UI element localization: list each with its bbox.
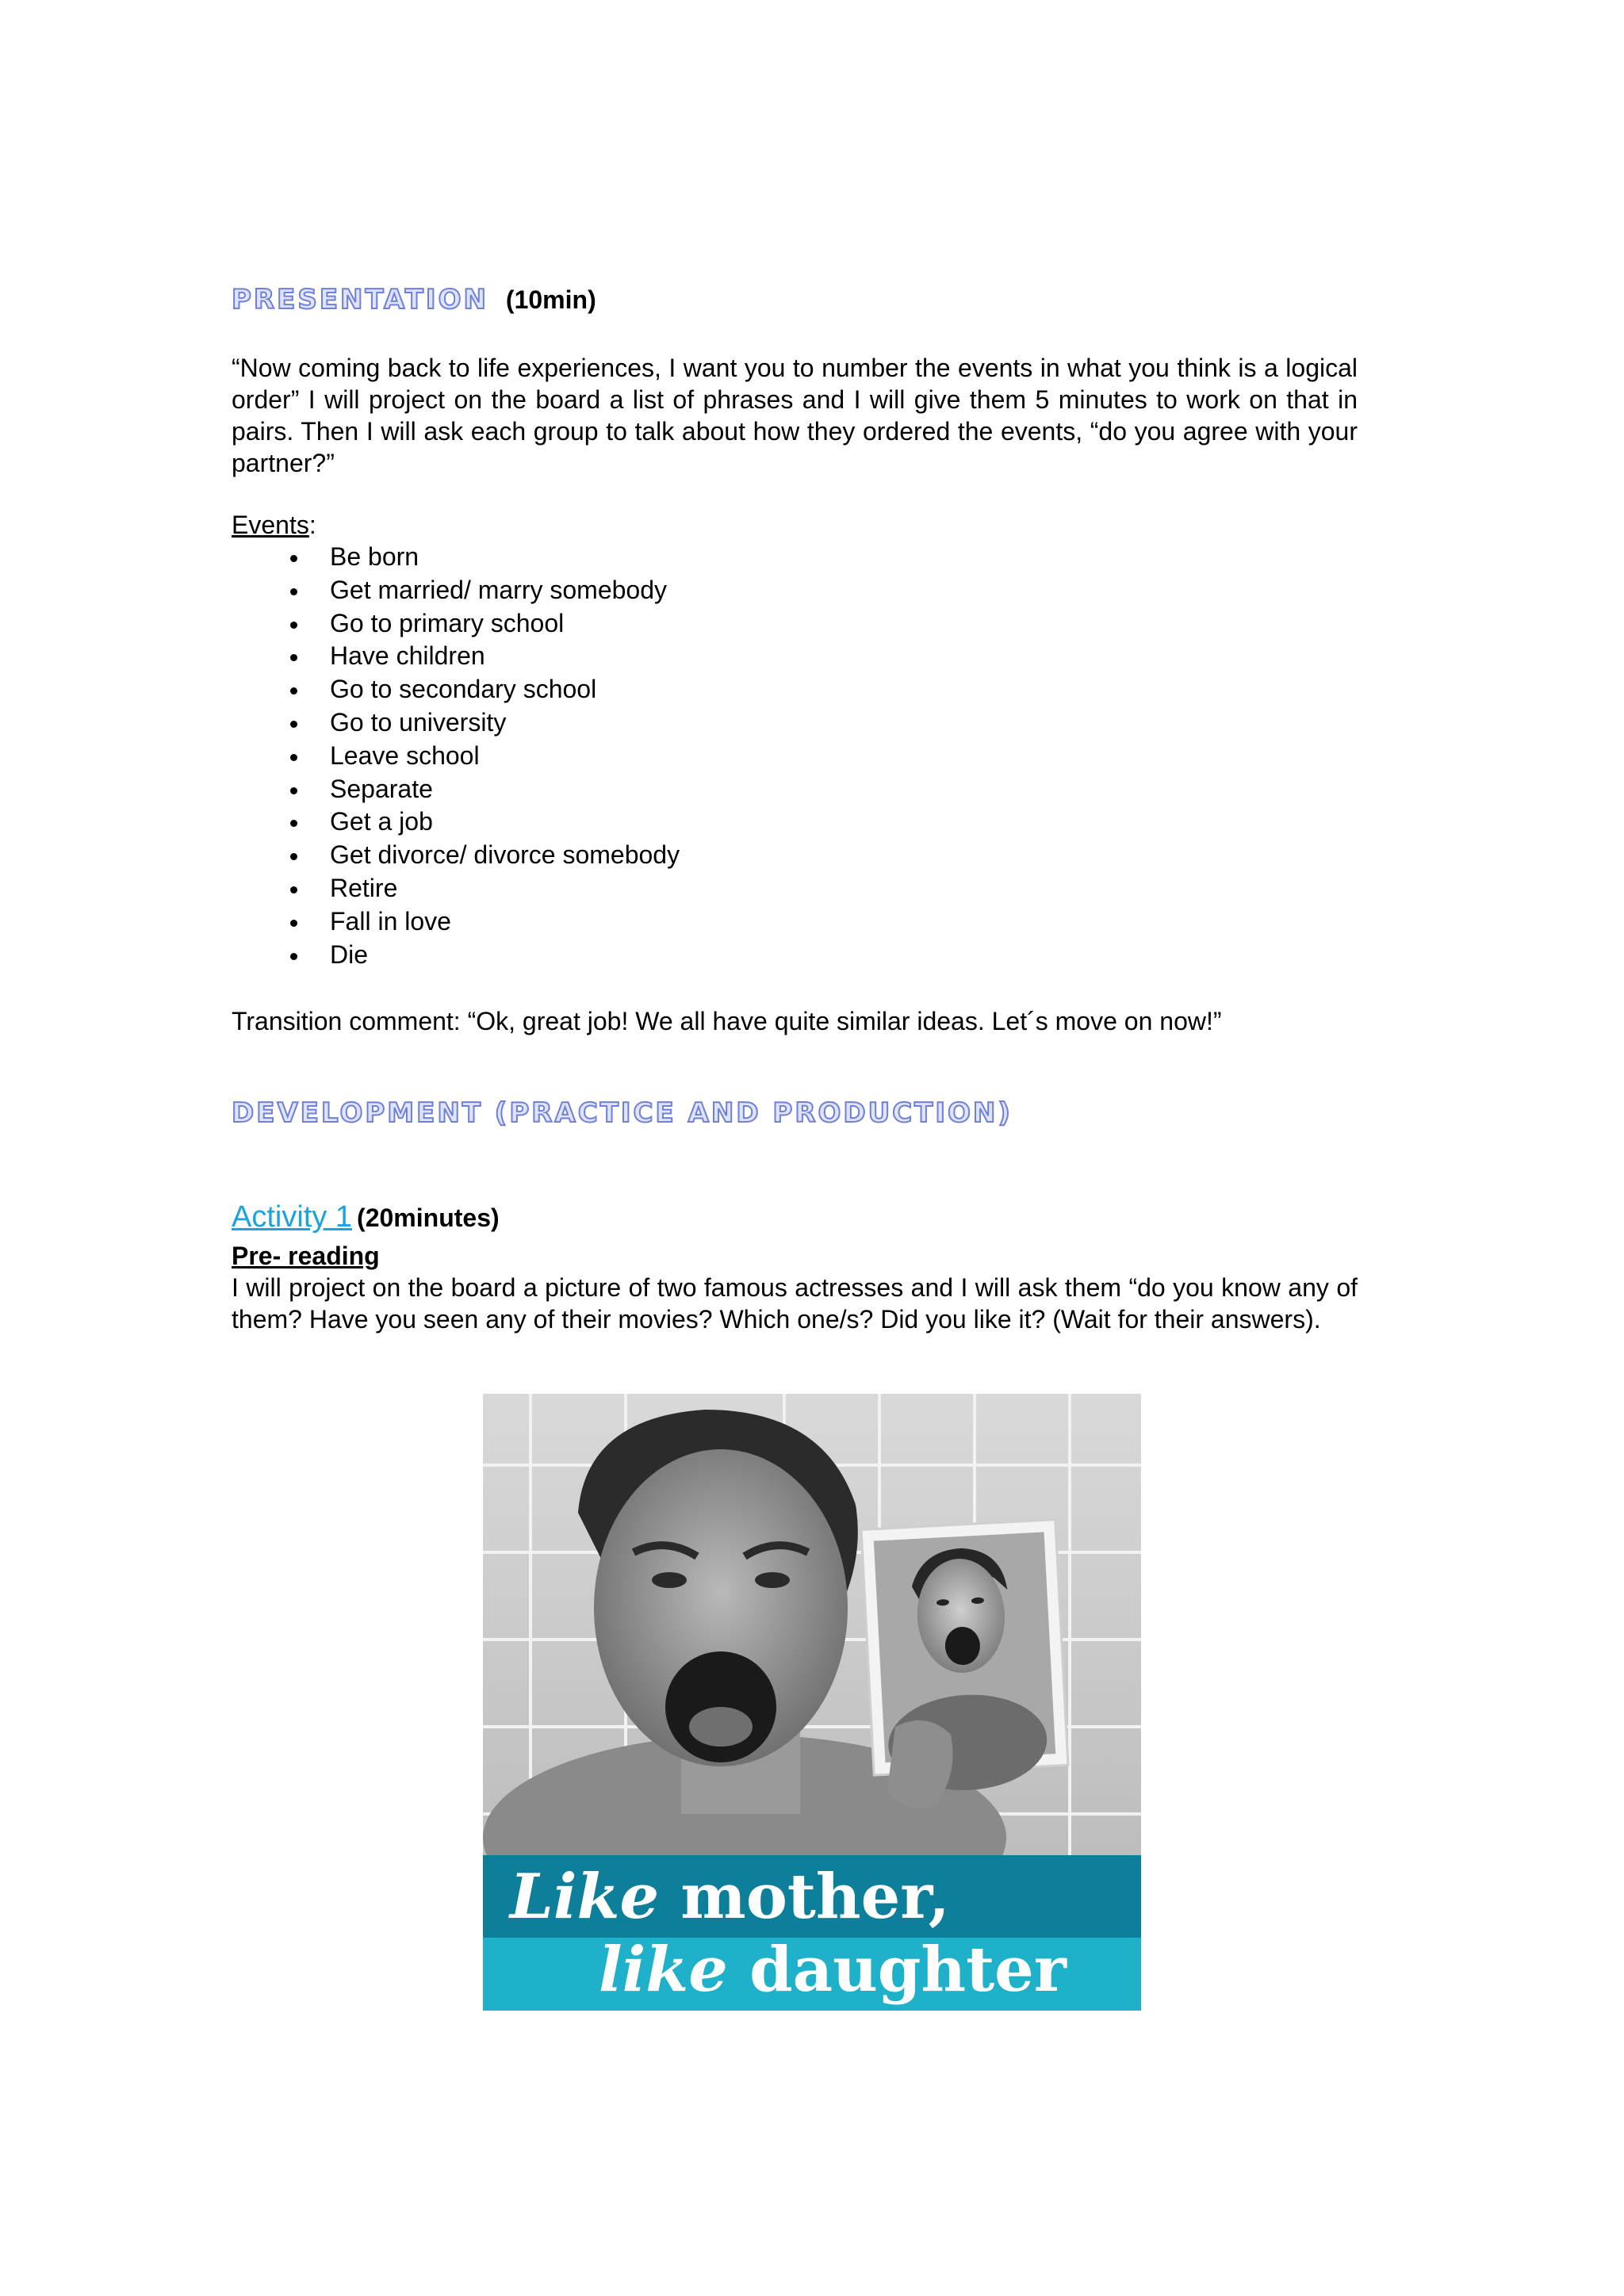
list-item: [232, 740, 680, 773]
list-item: [232, 773, 680, 806]
bullet-icon: [290, 721, 297, 728]
event-text: Be born: [330, 542, 419, 571]
events-list: [232, 541, 680, 971]
caption-rest: mother,: [659, 1861, 950, 1933]
presentation-heading: PRESENTATION: [232, 284, 488, 316]
poster-caption-line-2: [599, 1934, 1067, 2006]
events-label-colon: :: [308, 511, 316, 539]
event-text: Get a job: [330, 807, 433, 836]
presentation-duration: (10min): [505, 285, 596, 314]
tongue-shape: [689, 1707, 753, 1747]
activity-title: [232, 1200, 500, 1234]
list-item: [232, 839, 680, 872]
bullet-icon: [290, 687, 297, 695]
eye-right: [755, 1572, 790, 1588]
event-text: Get married/ marry somebody: [330, 575, 668, 604]
list-item: [232, 673, 680, 706]
bullet-icon: [290, 787, 297, 794]
events-label: [232, 509, 316, 541]
event-text: Have children: [330, 641, 485, 671]
event-text: Fall in love: [330, 906, 451, 936]
bullet-icon: [290, 886, 297, 894]
bullet-icon: [290, 820, 297, 827]
movie-poster-image: [483, 1394, 1141, 2011]
caption-rest: daughter: [727, 1934, 1067, 2006]
poster-photo: [483, 1394, 1141, 1855]
bullet-icon: [290, 588, 297, 595]
pre-reading-subheading: Pre- reading: [232, 1242, 380, 1270]
presentation-paragraph: “Now coming back to life experiences, I want you to number the events in what you think is a logical order” I will project on the board a list of phrases and I will give them 5 minutes to work on that in pairs. Then I will ask each group to talk about how they ordered the events, “do you agree with your partner?”: [232, 354, 1358, 477]
list-item: [232, 640, 680, 673]
list-item: [232, 905, 680, 939]
event-text: Go to secondary school: [330, 675, 597, 704]
events-label-text: Events: [232, 511, 309, 539]
activity-1-link[interactable]: Activity 1: [232, 1200, 353, 1234]
event-text: Go to university: [330, 707, 507, 737]
eye-left: [652, 1572, 687, 1588]
bullet-icon: [290, 754, 297, 761]
list-item: [232, 939, 680, 972]
list-item: [232, 872, 680, 905]
bullet-icon: [290, 622, 297, 629]
list-item: [232, 607, 680, 641]
transition-comment: Transition comment: “Ok, great job! We all have quite similar ideas. Let´s move on now!”: [232, 1007, 1222, 1035]
bullet-icon: [290, 654, 297, 661]
caption-italic-word: Like: [510, 1861, 660, 1933]
event-text: Get divorce/ divorce somebody: [330, 840, 680, 870]
list-item: [232, 574, 680, 607]
bullet-icon: [290, 920, 297, 927]
event-text: Leave school: [330, 740, 480, 770]
presentation-section-heading: [232, 284, 596, 323]
development-heading: DEVELOPMENT (PRACTICE AND PRODUCTION): [232, 1097, 1013, 1129]
poster-caption-line-1: [510, 1861, 950, 1933]
event-text: Separate: [330, 774, 433, 803]
activity-duration: (20minutes): [357, 1203, 500, 1232]
list-item: [232, 541, 680, 574]
event-text: Die: [330, 939, 369, 969]
list-item: [232, 806, 680, 839]
bullet-icon: [290, 555, 297, 562]
caption-italic-word: like: [599, 1934, 728, 2006]
list-item: [232, 706, 680, 740]
event-text: Go to primary school: [330, 608, 565, 637]
event-text: Retire: [330, 873, 398, 902]
bullet-icon: [290, 953, 297, 960]
bullet-icon: [290, 853, 297, 860]
activity-paragraph: I will project on the board a picture of two famous actresses and I will ask them “do you know any of them? Have you seen any of their movies? Which one/s? Did you like it? (Wait for their answers).: [232, 1273, 1358, 1334]
